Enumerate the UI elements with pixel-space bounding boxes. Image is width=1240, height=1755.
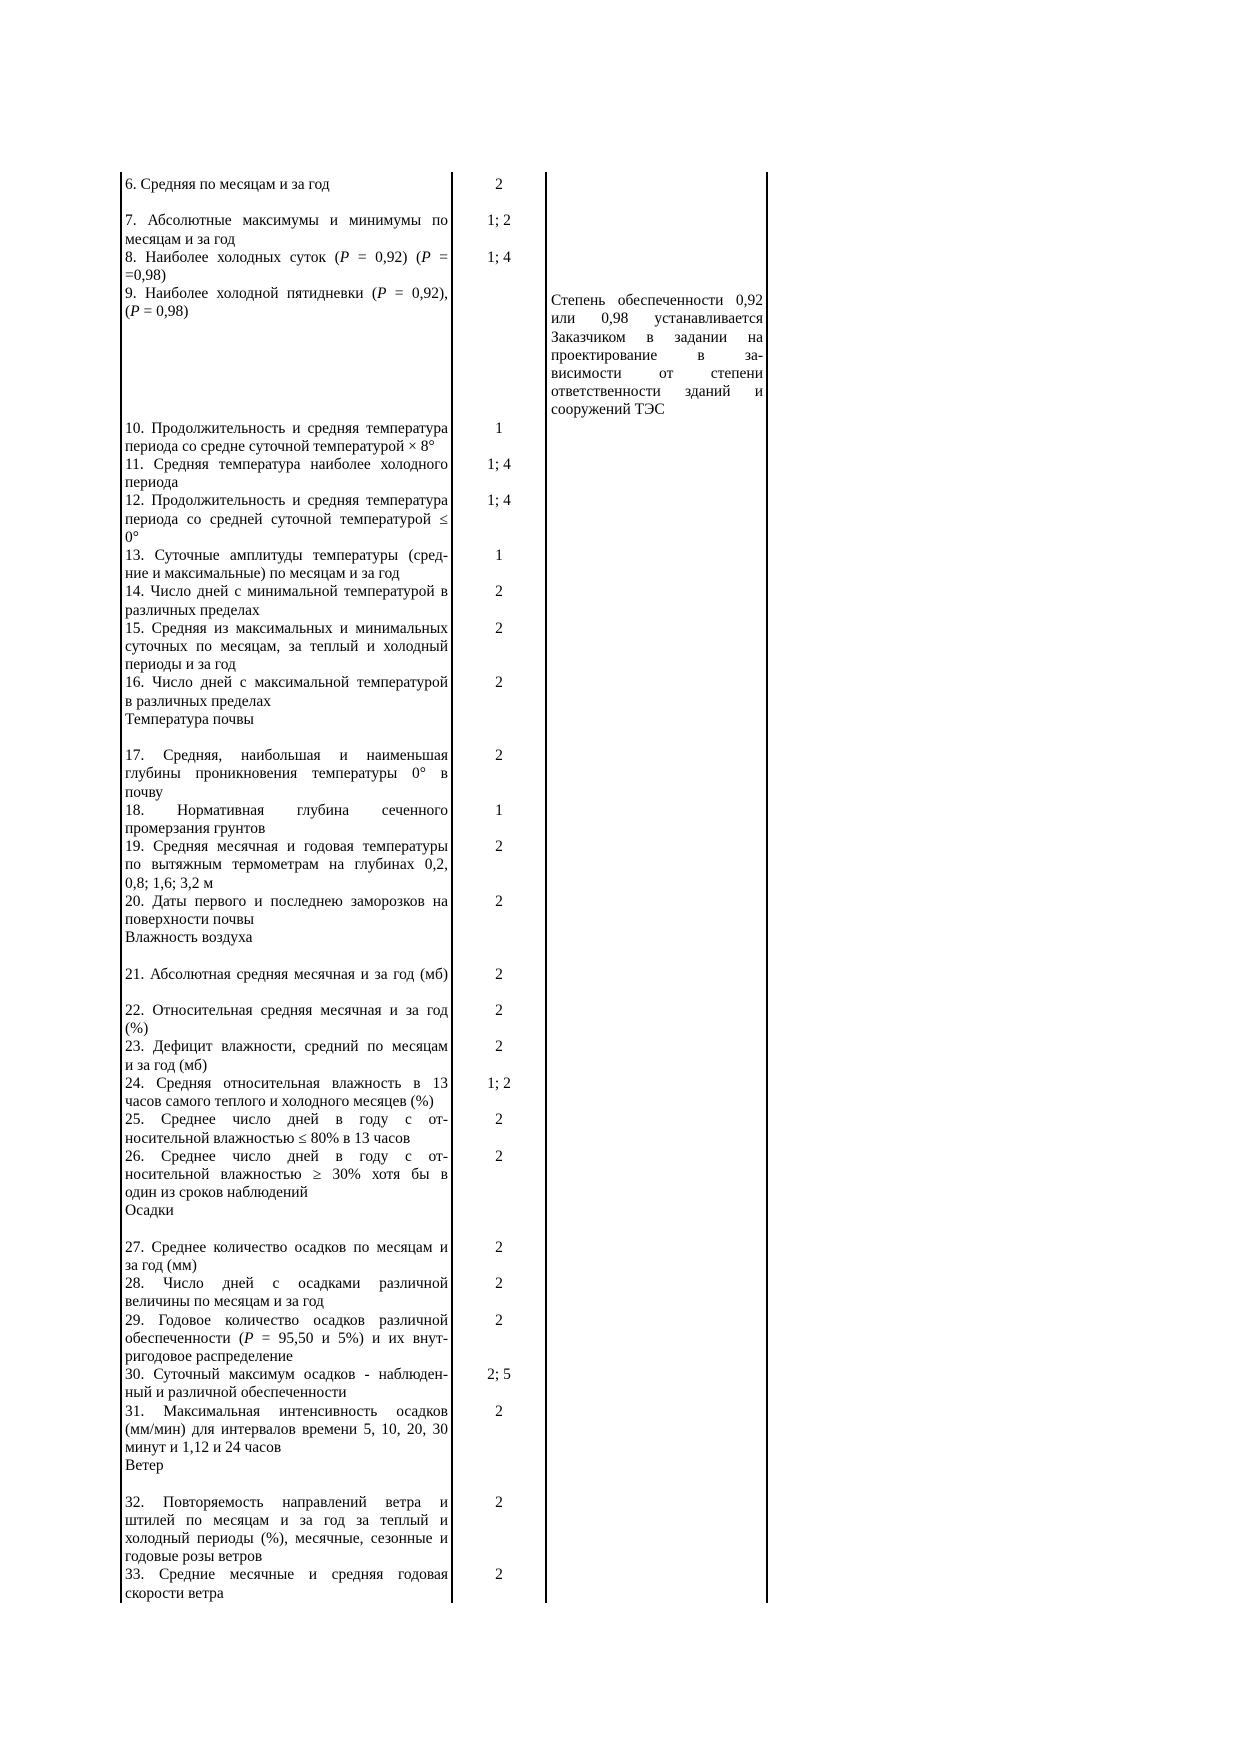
table-row bbox=[120, 492, 768, 547]
note-line: сооружений ТЭС bbox=[551, 401, 665, 419]
table-row bbox=[120, 249, 768, 285]
form-number: 1 bbox=[495, 419, 503, 437]
table-row bbox=[120, 1403, 768, 1458]
table-row bbox=[120, 285, 768, 419]
table-row bbox=[120, 674, 768, 710]
note-cell bbox=[547, 1075, 768, 1111]
note-cell bbox=[547, 893, 768, 929]
form-number: 2 bbox=[495, 965, 503, 983]
form-number: 1; 4 bbox=[487, 248, 511, 266]
item-text-line: за год (мм) bbox=[125, 1256, 197, 1274]
note-cell bbox=[547, 194, 768, 249]
form-number-cell bbox=[453, 838, 547, 893]
table-row bbox=[120, 1111, 768, 1147]
note-cell bbox=[547, 456, 768, 492]
note-cell bbox=[547, 492, 768, 547]
item-text-line: 25. Среднее число дней в году с от- bbox=[125, 1111, 448, 1129]
section-row bbox=[120, 1202, 768, 1220]
form-number-cell bbox=[453, 1111, 547, 1147]
form-number-cell bbox=[453, 1148, 547, 1203]
item-text-line: 28. Число дней с осадками различной bbox=[125, 1275, 448, 1293]
form-number: 1 bbox=[495, 547, 503, 565]
section-row bbox=[120, 711, 768, 729]
form-number: 2 bbox=[495, 583, 503, 601]
note-line: или 0,98 устанавливается bbox=[551, 310, 763, 328]
form-number-cell bbox=[453, 711, 547, 729]
note-cell bbox=[547, 583, 768, 619]
form-number-cell bbox=[453, 929, 547, 947]
item-text-line: 13. Суточные амплитуды температуры (сред- bbox=[125, 547, 448, 565]
item-text-line: промерзания грунтов bbox=[125, 820, 266, 838]
note bbox=[551, 285, 763, 419]
item-text-cell bbox=[120, 1366, 453, 1402]
table-row bbox=[120, 802, 768, 838]
table-row bbox=[120, 1075, 768, 1111]
table-row bbox=[120, 1221, 768, 1276]
note-cell bbox=[547, 1275, 768, 1311]
form-number: 2 bbox=[495, 1566, 503, 1584]
section-row bbox=[120, 929, 768, 947]
item-text-line: (%) bbox=[125, 1020, 149, 1038]
form-number: 2 bbox=[495, 1238, 503, 1256]
item-text-line: 19. Средняя месячная и годовая температуры bbox=[125, 838, 448, 856]
form-number-cell bbox=[453, 1457, 547, 1475]
item-text-line: по вытяжным термометрам на глубинах 0,2, bbox=[125, 856, 448, 874]
note-cell bbox=[547, 929, 768, 947]
section-title: Ветер bbox=[125, 1457, 164, 1475]
form-number-cell bbox=[453, 547, 547, 583]
item-text-line: штилей по месяцам и за год за теплый и bbox=[125, 1511, 448, 1529]
form-number-cell bbox=[453, 583, 547, 619]
form-number: 2 bbox=[495, 1311, 503, 1329]
form-number-cell bbox=[453, 249, 547, 285]
item-text-cell bbox=[120, 1475, 453, 1566]
table-row bbox=[120, 838, 768, 893]
item-text-line: 17. Средняя, наибольшая и наименьшая bbox=[125, 747, 448, 765]
table-row bbox=[120, 194, 768, 249]
item-text-line: 0,8; 1,6; 3,2 м bbox=[125, 874, 214, 892]
note-cell bbox=[547, 1475, 768, 1566]
item-text-line: 30. Суточный максимум осадков - наблюден- bbox=[125, 1366, 448, 1384]
form-number-cell bbox=[453, 1312, 547, 1367]
section-title: Влажность воздуха bbox=[125, 929, 253, 947]
item-text-line: глубины проникновения температуры 0° в bbox=[125, 765, 448, 783]
table-row bbox=[120, 456, 768, 492]
form-number: 1; 2 bbox=[487, 212, 511, 230]
table-row bbox=[120, 1275, 768, 1311]
table-row bbox=[120, 620, 768, 675]
item-text-cell bbox=[120, 285, 453, 419]
note-cell bbox=[547, 711, 768, 729]
form-number: 1; 2 bbox=[487, 1074, 511, 1092]
note-cell bbox=[547, 1038, 768, 1074]
section-title: Температура почвы bbox=[125, 710, 254, 728]
form-number-cell bbox=[453, 456, 547, 492]
item-text-line: 9. Наиболее холодной пятидневки (P = 0,92), bbox=[125, 285, 448, 303]
note-cell bbox=[547, 1221, 768, 1276]
item-text-line: минут и 1,12 и 24 часов bbox=[125, 1438, 282, 1456]
table-row bbox=[120, 172, 768, 194]
item-text-line: ный и различной обеспеченности bbox=[125, 1384, 347, 1402]
item-text-cell bbox=[120, 249, 453, 285]
item-text-line: 18. Нормативная глубина сеченного bbox=[125, 801, 448, 819]
form-number-cell bbox=[453, 1221, 547, 1276]
item-text-line: поверхности почвы bbox=[125, 911, 255, 929]
item-text-line: периода со средне суточной температурой × 8° bbox=[125, 437, 435, 455]
table-row bbox=[120, 420, 768, 456]
note-line: ответственности зданий и bbox=[551, 383, 763, 401]
item-text-line: 27. Среднее количество осадков по месяцам и bbox=[125, 1238, 448, 1256]
item-text-cell bbox=[120, 456, 453, 492]
item-text-line: 22. Относительная средняя месячная и за год bbox=[125, 1002, 448, 1020]
form-number: 2; 5 bbox=[487, 1366, 511, 1384]
form-number-cell bbox=[453, 1275, 547, 1311]
table-row bbox=[120, 893, 768, 929]
item-text-line: различных пределах bbox=[125, 601, 260, 619]
form-number: 1; 4 bbox=[487, 456, 511, 474]
form-number: 2 bbox=[495, 747, 503, 765]
item-text-line: носительной влажностью ≤ 80% в 13 часов bbox=[125, 1129, 411, 1147]
item-text-cell bbox=[120, 1038, 453, 1074]
item-text-line: обеспеченности (P = 95,50 и 5%) и их внут- bbox=[125, 1329, 448, 1347]
item-text-line: 31. Максимальная интенсивность осадков bbox=[125, 1402, 448, 1420]
item-text-line: периоды и за год bbox=[125, 656, 236, 674]
item-text-cell bbox=[120, 929, 453, 947]
item-text-line: и за год (мб) bbox=[125, 1056, 208, 1074]
item-text-line: 10. Продолжительность и средняя температура bbox=[125, 419, 448, 437]
form-number: 1; 4 bbox=[487, 492, 511, 510]
note-cell bbox=[547, 729, 768, 802]
note-cell bbox=[547, 249, 768, 285]
item-text-line: 24. Средняя относительная влажность в 13 bbox=[125, 1074, 448, 1092]
form-number: 1 bbox=[495, 801, 503, 819]
form-number: 2 bbox=[495, 1038, 503, 1056]
note-cell bbox=[547, 172, 768, 194]
form-number-cell bbox=[453, 1403, 547, 1458]
item-text-cell bbox=[120, 1566, 453, 1602]
item-text-line: 32. Повторяемость направлений ветра и bbox=[125, 1493, 448, 1511]
note-cell bbox=[547, 802, 768, 838]
note-line: Степень обеспеченности 0,92 bbox=[551, 292, 763, 310]
item-text-line: 29. Годовое количество осадков различной bbox=[125, 1311, 448, 1329]
note-line: проектирование в за- bbox=[551, 346, 763, 364]
form-number-cell bbox=[453, 1566, 547, 1602]
form-number-cell bbox=[453, 1202, 547, 1220]
note-cell bbox=[547, 984, 768, 1039]
item-text-cell bbox=[120, 1148, 453, 1203]
form-number-cell bbox=[453, 802, 547, 838]
item-text-cell bbox=[120, 194, 453, 249]
item-text-line: суточных по месяцам, за теплый и холодный bbox=[125, 638, 448, 656]
note-cell bbox=[547, 1312, 768, 1367]
item-text-cell bbox=[120, 547, 453, 583]
note-cell bbox=[547, 1457, 768, 1475]
item-text-line: =0,98) bbox=[125, 267, 167, 284]
form-number-cell bbox=[453, 1475, 547, 1566]
note-cell bbox=[547, 1111, 768, 1147]
form-number-cell bbox=[453, 984, 547, 1039]
item-text-cell bbox=[120, 838, 453, 893]
item-text-line: ние и максимальные) по месяцам и за год bbox=[125, 565, 400, 583]
item-text-cell bbox=[120, 492, 453, 547]
form-number: 2 bbox=[495, 1275, 503, 1293]
item-text-line: 21. Абсолютная средняя месячная и за год (мб) bbox=[125, 965, 448, 983]
form-number: 2 bbox=[495, 619, 503, 637]
item-text-line: 14. Число дней с минимальной температурой в bbox=[125, 583, 448, 601]
form-number-cell bbox=[453, 620, 547, 675]
item-text-line: 8. Наиболее холодных суток (P = 0,92) (P = bbox=[125, 248, 448, 266]
form-number: 2 bbox=[495, 1111, 503, 1129]
item-text-line: 20. Даты первого и последнею заморозков на bbox=[125, 892, 448, 910]
item-text-line: периода со средней суточной температурой ≤ bbox=[125, 510, 448, 528]
item-text-cell bbox=[120, 1111, 453, 1147]
item-text-line: 6. Средняя по месяцам и за год bbox=[125, 176, 330, 193]
form-number-cell bbox=[453, 194, 547, 249]
table-row bbox=[120, 1312, 768, 1367]
table-row bbox=[120, 729, 768, 802]
item-text-line: месяцам и за год bbox=[125, 230, 236, 248]
table-row bbox=[120, 1475, 768, 1566]
item-text-cell bbox=[120, 1075, 453, 1111]
item-text-line: периода bbox=[125, 474, 179, 492]
table-row bbox=[120, 1148, 768, 1203]
table-row bbox=[120, 984, 768, 1039]
item-text-line: величины по месяцам и за год bbox=[125, 1293, 324, 1311]
note-cell bbox=[547, 620, 768, 675]
item-text-line: 33. Средние месячные и средняя годовая bbox=[125, 1566, 448, 1584]
form-number-cell bbox=[453, 172, 547, 194]
item-text-line: в различных пределах bbox=[125, 692, 271, 710]
item-text-cell bbox=[120, 893, 453, 929]
table-row bbox=[120, 1366, 768, 1402]
note-cell bbox=[547, 1202, 768, 1220]
note-cell bbox=[547, 1566, 768, 1602]
table-row bbox=[120, 547, 768, 583]
item-text-line: годовые розы ветров bbox=[125, 1548, 263, 1566]
item-text-cell bbox=[120, 984, 453, 1039]
note-cell bbox=[547, 1366, 768, 1402]
form-number-cell bbox=[453, 420, 547, 456]
item-text-line: 15. Средняя из максимальных и минимальных bbox=[125, 619, 448, 637]
item-text-line: (мм/мин) для интервалов времени 5, 10, 20, 30 bbox=[125, 1420, 448, 1438]
item-text-cell bbox=[120, 1403, 453, 1458]
note-line: висимости от степени bbox=[551, 365, 763, 383]
table-row bbox=[120, 948, 768, 984]
note-cell bbox=[547, 547, 768, 583]
item-text-line: холодный периоды (%), месячные, сезонные и bbox=[125, 1529, 448, 1547]
item-text-line: (P = 0,98) bbox=[125, 303, 189, 321]
item-text-line: 7. Абсолютные максимумы и минимумы по bbox=[125, 212, 448, 230]
form-number-cell bbox=[453, 1366, 547, 1402]
item-text-cell bbox=[120, 620, 453, 675]
item-text-line: носительной влажностью ≥ 30% хотя бы в bbox=[125, 1165, 448, 1183]
form-number-cell bbox=[453, 729, 547, 802]
item-text-line: часов самого теплого и холодного месяцев (%) bbox=[125, 1093, 434, 1111]
form-number: 2 bbox=[495, 838, 503, 856]
section-title: Осадки bbox=[125, 1202, 174, 1220]
item-text-cell bbox=[120, 1202, 453, 1220]
note-cell bbox=[547, 420, 768, 456]
item-text-line: 12. Продолжительность и средняя температура bbox=[125, 492, 448, 510]
item-text-line: 23. Дефицит влажности, средний по месяцам bbox=[125, 1038, 448, 1056]
note-cell bbox=[547, 838, 768, 893]
item-text-line: почву bbox=[125, 783, 163, 801]
form-number: 2 bbox=[495, 176, 503, 193]
form-number: 2 bbox=[495, 1402, 503, 1420]
form-number: 2 bbox=[495, 1493, 503, 1511]
section-row bbox=[120, 1457, 768, 1475]
note-cell bbox=[547, 674, 768, 710]
form-number-cell bbox=[453, 893, 547, 929]
note-cell bbox=[547, 1403, 768, 1458]
table-row bbox=[120, 1038, 768, 1074]
item-text-cell bbox=[120, 420, 453, 456]
item-text-cell bbox=[120, 729, 453, 802]
form-number-cell bbox=[453, 1038, 547, 1074]
item-text-line: 0° bbox=[125, 528, 139, 546]
note-cell bbox=[547, 1148, 768, 1203]
climate-data-table bbox=[120, 172, 768, 1603]
form-number-cell bbox=[453, 1075, 547, 1111]
item-text-cell bbox=[120, 674, 453, 710]
item-text-line: 11. Средняя температура наиболее холодного bbox=[125, 456, 448, 474]
item-text-cell bbox=[120, 948, 453, 984]
form-number: 2 bbox=[495, 674, 503, 692]
form-number-cell bbox=[453, 285, 547, 419]
form-number: 2 bbox=[495, 1147, 503, 1165]
item-text-cell bbox=[120, 1312, 453, 1367]
item-text-cell bbox=[120, 1275, 453, 1311]
note-line: Заказчиком в задании на bbox=[551, 328, 763, 346]
note-cell bbox=[547, 948, 768, 984]
item-text-cell bbox=[120, 172, 453, 194]
form-number: 2 bbox=[495, 1002, 503, 1020]
item-text-cell bbox=[120, 1221, 453, 1276]
table-row bbox=[120, 1566, 768, 1602]
item-text-cell bbox=[120, 802, 453, 838]
table-row bbox=[120, 583, 768, 619]
item-text-cell bbox=[120, 583, 453, 619]
item-text-line: 26. Среднее число дней в году с от- bbox=[125, 1147, 448, 1165]
item-text-line: один из сроков наблюдений bbox=[125, 1184, 308, 1202]
form-number-cell bbox=[453, 674, 547, 710]
item-text-cell bbox=[120, 711, 453, 729]
note-cell bbox=[547, 285, 768, 419]
item-text-line: ригодовое распределение bbox=[125, 1347, 293, 1365]
item-text-line: скорости ветра bbox=[125, 1584, 224, 1602]
form-number-cell bbox=[453, 948, 547, 984]
form-number: 2 bbox=[495, 892, 503, 910]
item-text-line: 16. Число дней с максимальной температурой bbox=[125, 674, 448, 692]
form-number-cell bbox=[453, 492, 547, 547]
item-text-cell bbox=[120, 1457, 453, 1475]
